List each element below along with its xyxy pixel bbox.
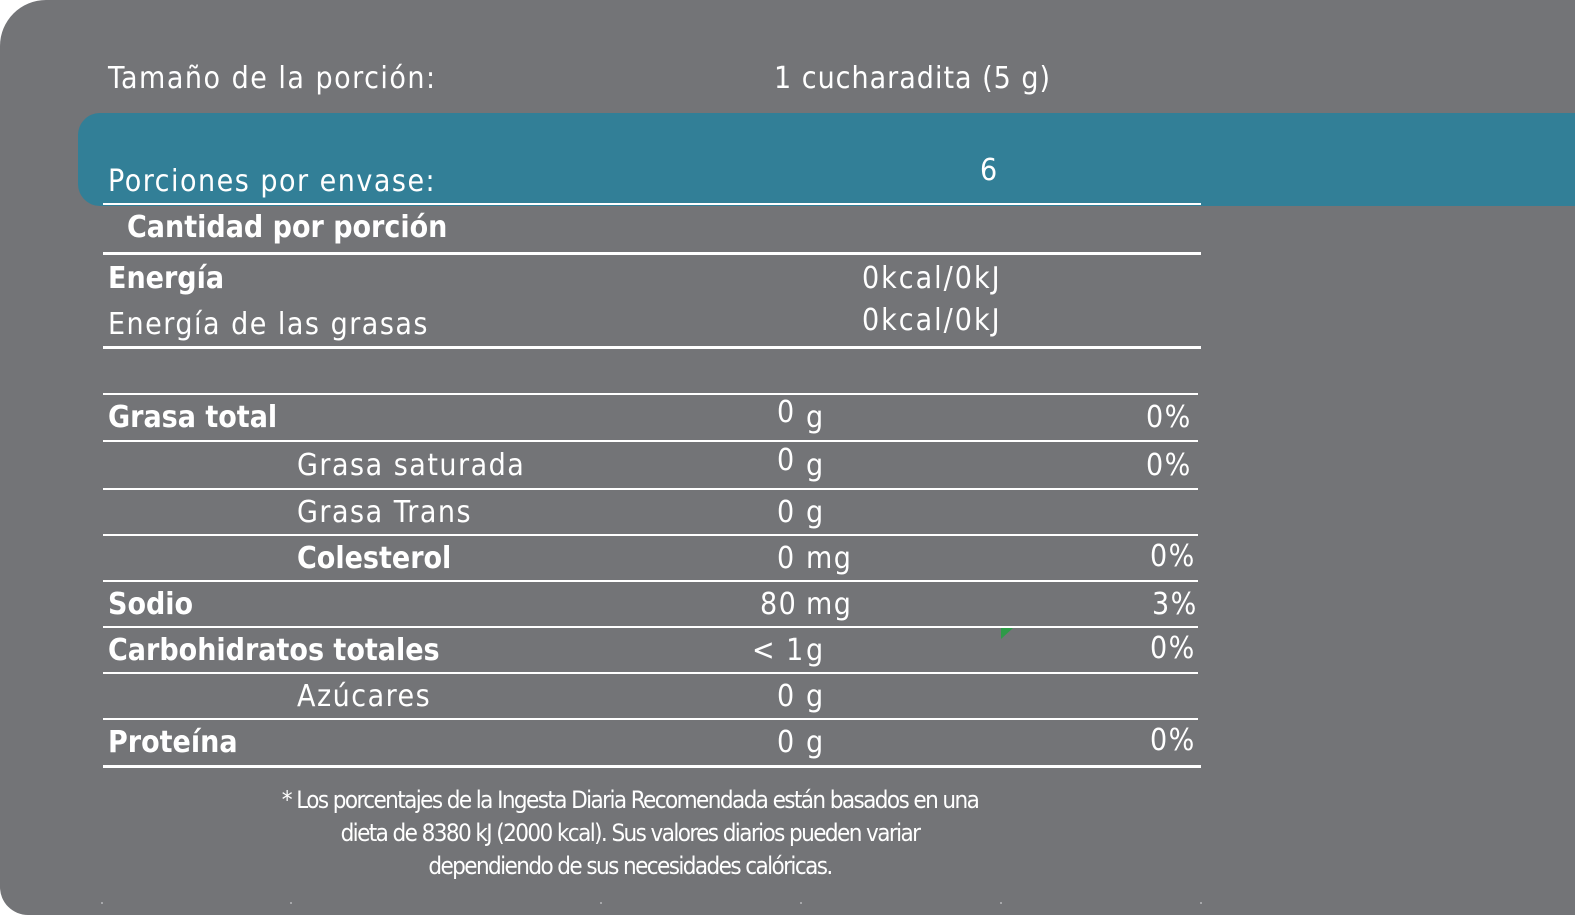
crop-dot bbox=[600, 902, 602, 904]
nutrient-unit: g bbox=[806, 448, 825, 483]
divider bbox=[103, 580, 1198, 582]
divider bbox=[103, 534, 1198, 536]
nutrient-unit: g bbox=[806, 725, 825, 760]
divider bbox=[103, 440, 1198, 442]
nutrient-name: Grasa total bbox=[108, 400, 278, 435]
nutrient-percent: 0% bbox=[1146, 400, 1192, 435]
divider bbox=[103, 626, 1198, 628]
nutrient-amount: 0 bbox=[777, 725, 796, 760]
crop-dot bbox=[1200, 902, 1202, 904]
nutrient-unit: mg bbox=[806, 541, 853, 576]
energy-from-fat-value: 0kcal/0kJ bbox=[862, 303, 1002, 338]
energy-label: Energía bbox=[108, 261, 225, 296]
divider bbox=[103, 346, 1201, 349]
nutrient-name: Azúcares bbox=[297, 679, 432, 714]
nutrient-amount: 0 bbox=[777, 495, 796, 530]
crop-dot bbox=[101, 902, 103, 904]
footnote-line: * Los porcentajes de la Ingesta Diaria Recomendada están basados en una bbox=[281, 786, 979, 814]
nutrient-name: Carbohidratos totales bbox=[108, 633, 440, 668]
divider bbox=[103, 252, 1201, 255]
energy-value: 0kcal/0kJ bbox=[862, 261, 1002, 296]
nutrient-amount: < 1 bbox=[752, 633, 805, 668]
nutrient-percent: 0% bbox=[1150, 539, 1196, 574]
amount-per-serving-heading: Cantidad por porción bbox=[127, 210, 448, 245]
crop-dot bbox=[1000, 902, 1002, 904]
nutrient-name: Proteína bbox=[108, 725, 238, 760]
nutrient-unit: g bbox=[806, 400, 825, 435]
serving-size-label: Tamaño de la porción: bbox=[108, 61, 437, 96]
servings-per-container-label: Porciones por envase: bbox=[108, 164, 437, 199]
green-corner-mark bbox=[1001, 628, 1013, 639]
nutrient-unit: g bbox=[806, 633, 825, 668]
divider bbox=[103, 488, 1198, 490]
energy-from-fat-label: Energía de las grasas bbox=[108, 307, 429, 342]
nutrient-name: Colesterol bbox=[297, 541, 452, 576]
nutrient-amount: 0 bbox=[777, 541, 796, 576]
nutrient-unit: mg bbox=[806, 587, 853, 622]
divider bbox=[103, 393, 1198, 395]
footnote-line: dieta de 8380 kJ (2000 kcal). Sus valores diarios pueden variar bbox=[340, 819, 920, 847]
crop-dot bbox=[800, 902, 802, 904]
nutrient-unit: g bbox=[806, 495, 825, 530]
nutrient-percent: 0% bbox=[1150, 723, 1196, 758]
serving-size-value: 1 cucharadita (5 g) bbox=[774, 61, 1052, 96]
nutrient-unit: g bbox=[806, 679, 825, 714]
nutrient-percent: 0% bbox=[1150, 631, 1196, 666]
servings-per-container-value: 6 bbox=[980, 153, 999, 188]
nutrient-amount: 0 bbox=[777, 443, 796, 478]
divider bbox=[103, 718, 1198, 720]
divider bbox=[103, 203, 1201, 205]
nutrient-amount: 0 bbox=[777, 395, 796, 430]
divider bbox=[103, 765, 1201, 768]
nutrient-name: Grasa Trans bbox=[297, 495, 473, 530]
daily-value-footnote bbox=[200, 784, 1060, 883]
nutrient-amount: 0 bbox=[777, 679, 796, 714]
nutrient-name: Sodio bbox=[108, 587, 194, 622]
crop-dot bbox=[290, 902, 292, 904]
nutrient-percent: 0% bbox=[1146, 448, 1192, 483]
nutrient-percent: 3% bbox=[1152, 587, 1198, 622]
divider bbox=[103, 672, 1198, 674]
footnote-line: dependiendo de sus necesidades calóricas. bbox=[428, 852, 832, 880]
nutrient-amount: 80 bbox=[760, 587, 798, 622]
nutrient-name: Grasa saturada bbox=[297, 448, 526, 483]
